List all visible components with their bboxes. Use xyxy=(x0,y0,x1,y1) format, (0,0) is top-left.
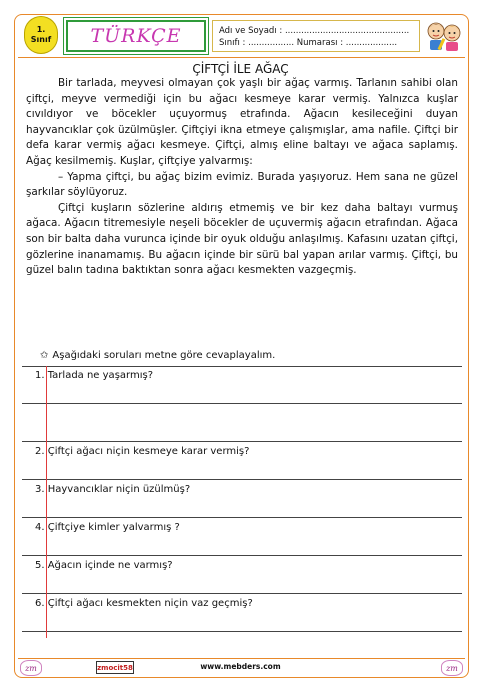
children-illustration-icon xyxy=(424,18,464,52)
answer-row[interactable] xyxy=(22,404,462,442)
code-tag: zmocit58 xyxy=(96,661,134,674)
star-icon: ✩ xyxy=(40,350,49,361)
question-row[interactable] xyxy=(22,366,462,404)
instruction-text: Aşağıdaki soruları metne göre cevaplayalım. xyxy=(52,350,276,361)
grade-badge xyxy=(24,16,58,54)
question-text: 3. Hayvancıklar niçin üzülmüş? xyxy=(35,484,191,495)
margin-line xyxy=(46,366,47,638)
question-row[interactable] xyxy=(22,518,462,556)
story-paragraph: Çiftçi kuşların sözlerine aldırış etmemiş ve bir kez daha baltayı vurmuş ağaca. Ağacın titremesiyle neşeli böcekler de uçuvermiş ağacın etrafından. Ağaca son bir balta daha vurunca içinde bir oyuk olduğu anlaşılmış. Kafasını uzatan çiftçi, gözlerine inanamamış. Bu ağacın içinde bir sürü bal yapan arılar varmış. Çiftçi, bu güzel balın tadına baktıktan sonra ağacı kesmekten vazgeçmiş. xyxy=(26,201,458,277)
site-link[interactable]: www.mebders.com xyxy=(200,662,281,671)
story-paragraph: Bir tarlada, meyvesi olmayan çok yaşlı bir ağaç varmış. Tarlanın sahibi olan çiftçi, meyve vermediği için bu ağacı kesmeye karar vermiş. Yalnızca kuşlar cıvıldıyor ve böcekler uçuyormuş etrafında. Ağacın kesileceğini duyan hayvancıklar çok üzülmüşler. Çiftçiyi ikna etmeye çalışmışlar, ama nafile. Çiftçi bir defa karar vermiş ağacı kesmeye. Çiftçi, almış eline baltayı ve ağaca saplamış. Ağaç kesilmemiş. Kuşlar, çiftçiye yalvarmış: xyxy=(26,77,458,167)
question-text: 1. Tarlada ne yaşarmış? xyxy=(35,370,153,381)
question-text: 2. Çiftçi ağacı niçin kesmeye karar vermiş? xyxy=(35,446,250,457)
header-divider xyxy=(18,57,465,58)
class-line: Sınıfı : ................. Numarası : ................... xyxy=(219,38,398,48)
question-text: 4. Çiftçiye kimler yalvarmış ? xyxy=(35,522,180,533)
grade-label: Sınıf xyxy=(30,35,52,44)
question-row[interactable] xyxy=(22,442,462,480)
subject-title: TÜRKÇE xyxy=(90,25,182,47)
instruction xyxy=(40,350,275,361)
subject-title-box xyxy=(66,20,206,52)
story-title: ÇİFTÇİ İLE AĞAÇ xyxy=(192,62,289,76)
student-info-box xyxy=(212,20,420,52)
question-text: 5. Ağacın içinde ne varmış? xyxy=(35,560,173,571)
question-row[interactable] xyxy=(22,480,462,518)
name-line: Adı ve Soyadı : .............................................. xyxy=(219,26,410,36)
footer-divider xyxy=(18,658,465,659)
zm-logo-left: zm xyxy=(20,660,42,676)
question-row[interactable] xyxy=(22,556,462,594)
question-row[interactable] xyxy=(22,594,462,632)
story-text xyxy=(26,76,458,279)
grade-number: 1. xyxy=(36,25,46,34)
zm-logo-right: zm xyxy=(441,660,463,676)
question-text: 6. Çiftçi ağacı kesmekten niçin vaz geçmiş? xyxy=(35,598,253,609)
story-paragraph: – Yapma çiftçi, bu ağaç bizim evimiz. Burada yaşıyoruz. Hem sana ne güzel şarkılar söylüyoruz. xyxy=(26,170,458,199)
